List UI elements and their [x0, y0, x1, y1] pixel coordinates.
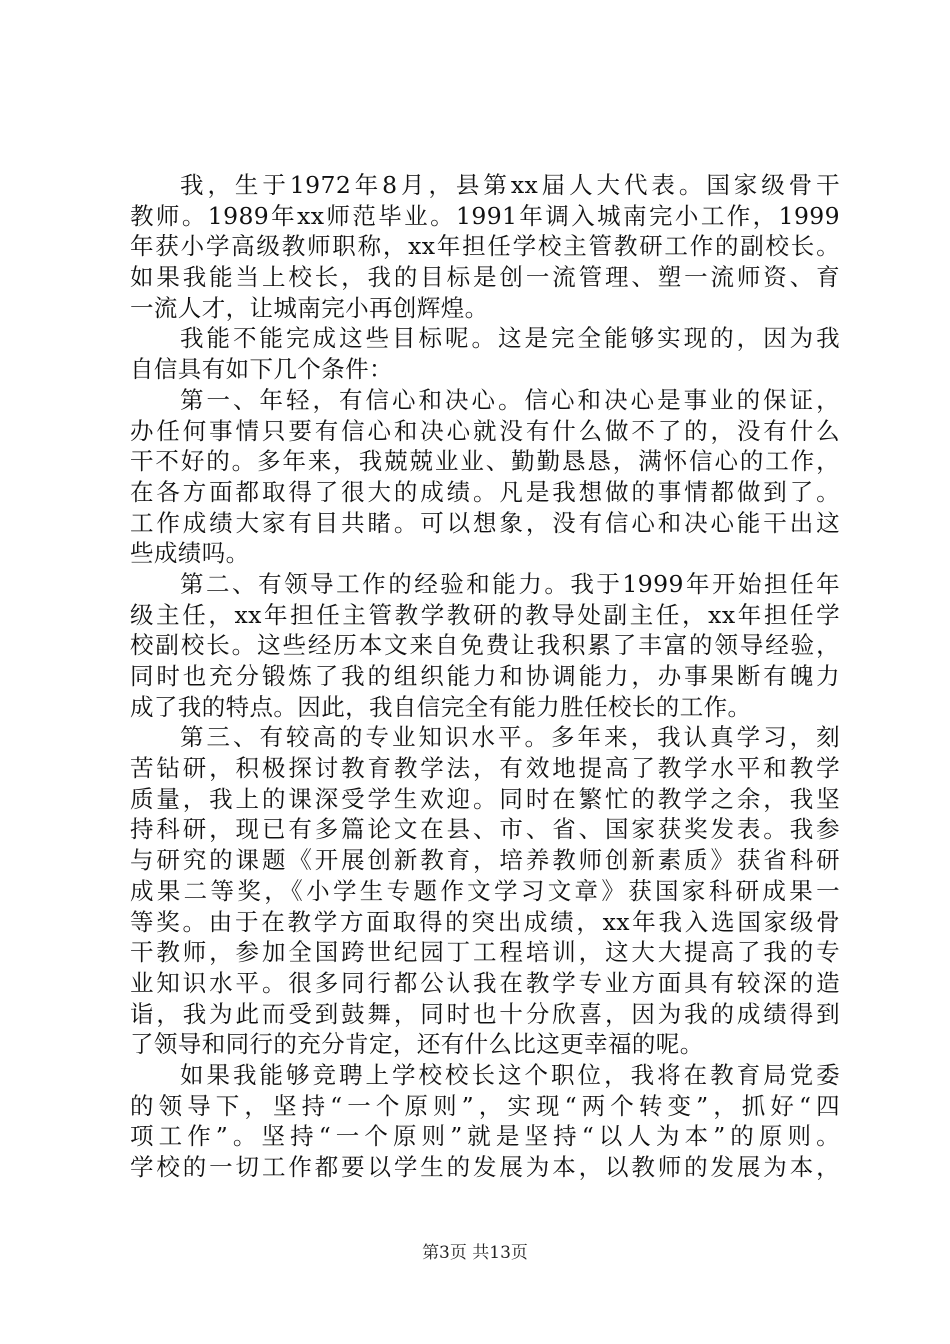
text-line: 与研究的课题《开展创新教育，培养教师创新素质》获省科研 [130, 846, 840, 875]
text-line: 自信具有如下几个条件： [130, 355, 393, 384]
text-line: 持科研，现已有多篇论文在县、市、省、国家获奖发表。我参 [130, 815, 840, 844]
text-line: 校副校长。这些经历本文来自免费让我积累了丰富的领导经验， [130, 631, 840, 660]
text-line: 第二、有领导工作的经验和能力。我于1999年开始担任年 [180, 569, 840, 598]
text-line: 办任何事情只要有信心和决心就没有什么做不了的，没有什么 [130, 416, 840, 445]
text-line: 教师。1989年xx师范毕业。1991年调入城南完小工作，1999 [130, 201, 840, 230]
text-line: 成果二等奖，《小学生专题作文学习文章》获国家科研成果一 [130, 876, 840, 905]
text-line: 的领导下，坚持“一个原则”，实现“两个转变”，抓好“四 [130, 1091, 840, 1120]
text-line: 成了我的特点。因此，我自信完全有能力胜任校长的工作。 [130, 692, 752, 721]
text-line: 等奖。由于在教学方面取得的突出成绩，xx年我入选国家级骨 [130, 907, 840, 936]
text-line: 业知识水平。很多同行都公认我在教学专业方面具有较深的造 [130, 968, 840, 997]
text-line: 了领导和同行的充分肯定，还有什么比这更幸福的呢。 [130, 1030, 704, 1059]
page-number-footer: 第3页 共13页 [422, 1243, 528, 1263]
text-line: 我能不能完成这些目标呢。这是完全能够实现的，因为我 [180, 324, 840, 353]
text-line: 质量，我上的课深受学生欢迎。同时在繁忙的教学之余，我坚 [130, 784, 840, 813]
text-line: 第三、有较高的专业知识水平。多年来，我认真学习，刻 [180, 723, 840, 752]
text-line: 级主任，xx年担任主管教学教研的教导处副主任，xx年担任学 [130, 600, 840, 629]
text-line: 同时也充分锻炼了我的组织能力和协调能力，办事果断有魄力 [130, 662, 840, 690]
document-body [130, 170, 840, 1183]
text-line: 第一、年轻，有信心和决心。信心和决心是事业的保证， [180, 385, 840, 414]
text-line: 工作成绩大家有目共睹。可以想象，没有信心和决心能干出这 [130, 508, 840, 537]
text-line: 苦钻研，积极探讨教育教学法，有效地提高了教学水平和教学 [130, 754, 840, 783]
text-line: 我，生于1972年8月，县第xx届人大代表。国家级骨干 [180, 171, 840, 199]
text-line: 在各方面都取得了很大的成绩。凡是我想做的事情都做到了。 [130, 477, 840, 506]
text-line: 如果我能当上校长，我的目标是创一流管理、塑一流师资、育 [130, 263, 840, 292]
text-line: 如果我能够竞聘上学校校长这个职位，我将在教育局党委 [180, 1060, 840, 1089]
text-line: 学校的一切工作都要以学生的发展为本，以教师的发展为本， [130, 1153, 840, 1181]
text-line: 诣，我为此而受到鼓舞，同时也十分欣喜，因为我的成绩得到 [130, 999, 840, 1028]
text-line: 些成绩吗。 [130, 539, 250, 568]
text-line: 一流人才，让城南完小再创辉煌。 [130, 293, 489, 322]
text-line: 干教师，参加全国跨世纪园丁工程培训，这大大提高了我的专 [130, 938, 840, 967]
text-line: 年获小学高级教师职称，xx年担任学校主管教研工作的副校长。 [130, 232, 840, 261]
text-line: 干不好的。多年来，我兢兢业业、勤勤恳恳，满怀信心的工作， [130, 447, 840, 476]
text-line: 项工作”。坚持“一个原则”就是坚持“以人为本”的原则。 [130, 1122, 840, 1151]
